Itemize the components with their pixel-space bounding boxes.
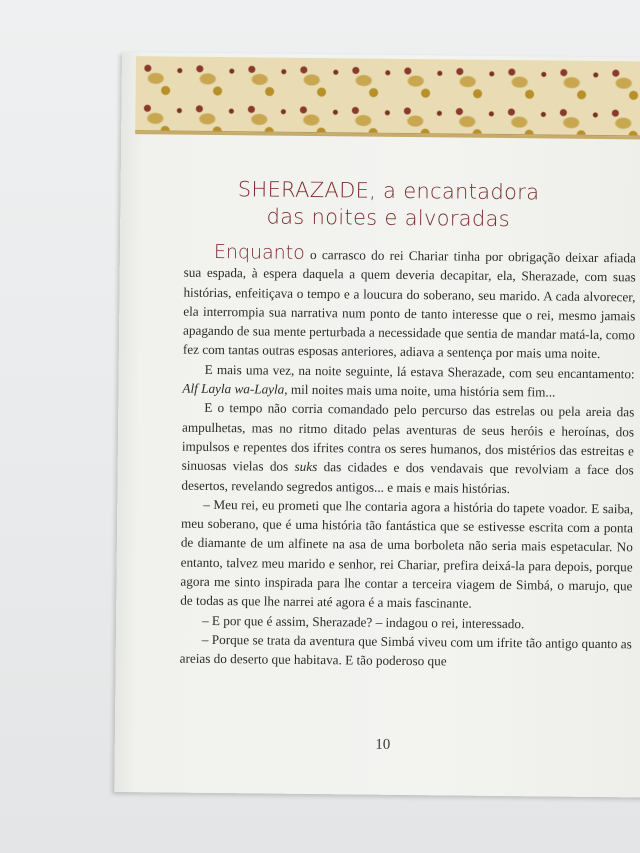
paragraph-4: – Meu rei, eu prometi que lhe contaria agora a história do tapete voador. E saiba, meu soberano, que é uma história tão fantástica que se estivesse escrita com a ponta de diamante de um alfinete na asa de uma borboleta não seria mais espetacular. No entanto, talvez meu marido e senhor, rei Chariar, prefira deixá-la para depois, porque agora me sinto inspirada para lhe contar a terceira viagem de Simbá, o marujo, que de todas as que lhe narrei até agora é a mais fascinante. — [180, 496, 634, 612]
paragraph-2-start: E mais uma vez, na noite seguinte, lá estava Sherazade, com seu encantamento: — [204, 361, 635, 382]
paragraph-3-start: E o tempo não corria comandado pelo percurso das estrelas ou pela areia das ampulhetas, mas no ritmo ditado pelas aventuras de seus heróis e heroínas, dos impulsos e repentes dos ifrites contra os seres humanos, dos mistérios das estreitas e sinuosas vielas dos — [181, 400, 635, 475]
book-page — [114, 52, 640, 798]
opening-word: Enquanto — [213, 240, 305, 264]
paragraph-2 — [182, 359, 634, 402]
paragraph-2-end: , mil noites mais uma noite, uma história sem fim... — [284, 381, 556, 400]
paragraph-3 — [181, 398, 634, 499]
italic-word: suks — [294, 459, 318, 475]
paragraph-6: – Porque se trata da aventura que Simbá viveu com um ifrite tão antigo quanto as areias do deserto que habitava. E tão poderoso que — [179, 631, 632, 669]
chapter-title-line-2: das noites e alvoradas — [266, 204, 511, 232]
chapter-title-line-1: SHERAZADE, a encantadora — [237, 177, 540, 205]
paragraph-1-text: o carrasco do rei Chariar tinha por obrigação deixar afiada sua espada, à espera daquela a quem deveria decapitar, ela, Sherazade, com suas histórias, enfeitiçava o tempo e a loucura do soberano, seu marido. A cada alvorecer, ela interrompia sua narrativa num ponto de tanto interesse que o rei, mesmo jamais apagando de sua mente perturbada a necessidade que sentia de mandar matá-la, como fez com tantas outras esposas anteriores, adiava a sentença por mais uma noite. — [182, 246, 636, 362]
page-number: 10 — [375, 736, 391, 753]
paragraph-5: – E por que é assim, Sherazade? – indagou o rei, interessado. — [201, 612, 525, 631]
ornamental-header-banner — [135, 56, 640, 136]
body-text — [179, 240, 636, 673]
paragraph-1 — [182, 240, 636, 365]
paragraph-3-end: das cidades e dos vendavais que revolviam a face dos desertos, revelando segredos antigos... e mais e mais histórias. — [181, 459, 634, 496]
italic-title: Alf Layla wa-Layla — [182, 380, 285, 397]
